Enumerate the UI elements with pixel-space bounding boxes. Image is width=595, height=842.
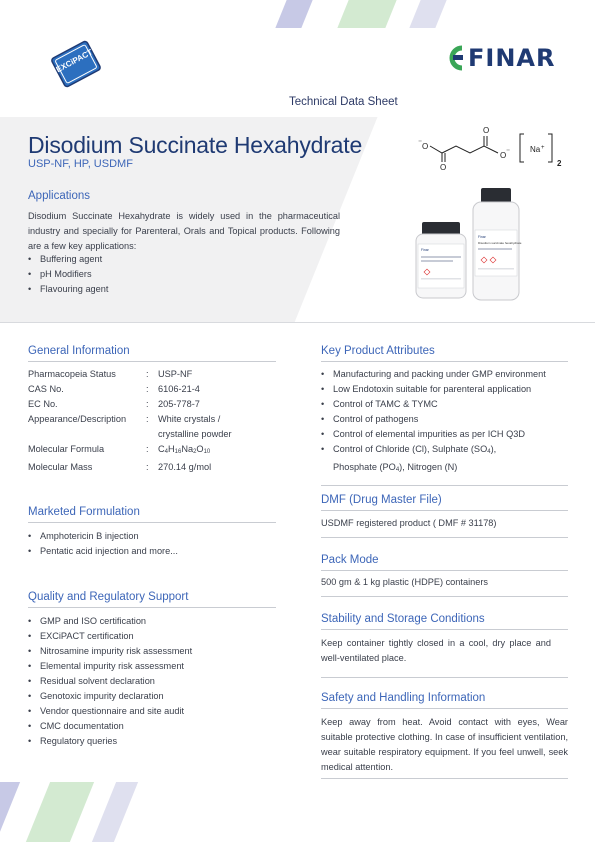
svg-text:⁻: ⁻ [418, 138, 423, 147]
stripe-green [26, 782, 94, 842]
table-row: CAS No. : 6106-21-4 [28, 384, 200, 394]
applications-text: Disodium Succinate Hexahydrate is widely used in the pharmaceutical industry and specially for Parenteral, Orals and Topical products. Following are a few key applications: [28, 211, 340, 251]
table-row: EC No. : 205-778-7 [28, 399, 200, 409]
list-item: • Flavouring agent [28, 283, 109, 294]
list-item: • Control of Chloride (Cl), Sulphate $(SO_4)$, Phosphate $(PO_4)$, Nitrogen (N) [321, 444, 497, 473]
list-item: • Control of pathogens [321, 414, 419, 424]
table-row: Appearance/Description : White crystals / [28, 414, 221, 424]
quality-list [28, 614, 192, 749]
bottom-decor-stripes [0, 782, 140, 842]
svg-text:Finar: Finar [421, 248, 429, 252]
table-row: Molecular Formula : $C_4H_{16}Na_2O_{10}$ [28, 442, 278, 460]
bottle-large-image [470, 186, 522, 302]
table-row: crystalline powder [158, 429, 232, 439]
pack-mode-heading: Pack Mode [321, 554, 379, 566]
applications-heading: Applications [28, 190, 91, 202]
list-item: • GMP and ISO certification [28, 616, 147, 626]
marketed-formulation-list [28, 529, 178, 559]
list-item: • Genotoxic impurity declaration [28, 691, 164, 701]
dmf-heading: DMF (Drug Master File) [321, 494, 442, 506]
general-info-heading: General Information [28, 345, 130, 357]
list-item: • CMC documentation [28, 721, 124, 731]
stripe-green [337, 0, 396, 28]
marketed-formulation-heading: Marketed Formulation [28, 506, 140, 518]
list-item: • Nitrosamine impurity risk assessment [28, 646, 193, 656]
stability-text: Keep container tightly closed in a cool, dry place and well-ventilated place. [321, 638, 551, 663]
safety-heading: Safety and Handling Information [321, 692, 486, 704]
chemical-structure [412, 120, 584, 180]
table-row: Molecular Mass : 270.14 g/mol [28, 462, 212, 472]
molecular-formula: $C_4H_{16}Na_2O_{10}$ [158, 444, 211, 455]
key-attributes-list [321, 367, 571, 478]
top-decor-stripes [265, 0, 595, 28]
dmf-text: USDMF registered product ( DMF # 31178) [321, 518, 497, 528]
stability-heading: Stability and Storage Conditions [321, 613, 485, 625]
list-item: • Residual solvent declaration [28, 676, 155, 686]
bottle-small-image [412, 218, 470, 300]
svg-text:O: O [422, 142, 429, 151]
list-item: • EXCiPACT certification [28, 631, 134, 641]
quality-heading: Quality and Regulatory Support [28, 591, 189, 603]
list-item: • Regulatory queries [28, 736, 118, 746]
stripe-light [409, 0, 446, 28]
page-subtitle: USP-NF, HP, USDMF [28, 158, 133, 170]
list-item: • Low Endotoxin suitable for parenteral application [321, 384, 532, 394]
table-row: Pharmacopeia Status : USP-NF [28, 369, 193, 379]
list-item: • Control of TAMC & TYMC [321, 399, 438, 409]
list-item: • Amphotericin B injection [28, 531, 139, 541]
key-attributes-heading: Key Product Attributes [321, 345, 435, 357]
safety-text: Keep away from heat. Avoid contact with eyes, Wear suitable protective clothing. In case of insufficient ventilation, wear suitable respiratory equipment. If you feel unwell, seek medical attention. [321, 717, 568, 772]
stripe-light [92, 782, 138, 842]
stripe-lavender [0, 782, 20, 842]
svg-text:O: O [483, 126, 490, 135]
excipact-logo-text: EXCiPACT [54, 47, 95, 75]
svg-text:O: O [500, 151, 507, 160]
svg-text:Finar: Finar [478, 235, 486, 239]
applications-list [28, 252, 108, 296]
excipact-logo [48, 36, 104, 92]
doc-type: Technical Data Sheet [289, 96, 398, 108]
page-title: Disodium Succinate Hexahydrate [28, 132, 363, 158]
list-item: • Manufacturing and packing under GMP environment [321, 369, 546, 379]
list-item: • pH Modifiers [28, 268, 92, 279]
svg-text:O: O [440, 163, 447, 172]
svg-text:2: 2 [557, 159, 562, 168]
general-info-table [28, 367, 278, 475]
list-item: • Control of elemental impurities as per ICH Q3D [321, 429, 525, 439]
svg-text:⁻: ⁻ [506, 147, 511, 156]
list-item: • Buffering agent [28, 254, 103, 264]
svg-text:+: + [541, 145, 545, 151]
list-item: • Pentatic acid injection and more... [28, 546, 178, 556]
svg-text:Na: Na [530, 145, 541, 154]
list-item: • Elemental impurity risk assessment [28, 661, 184, 671]
list-item: • Vendor questionnaire and site audit [28, 706, 185, 716]
stripe-lavender [275, 0, 312, 28]
finar-logo [442, 44, 555, 72]
pack-mode-text: 500 gm & 1 kg plastic (HDPE) containers [321, 577, 488, 587]
svg-text:Disodium succinate hexahydrate: Disodium succinate hexahydrate [478, 241, 522, 245]
finar-mark-icon [442, 45, 466, 71]
finar-logo-text: FINAR [468, 44, 556, 72]
